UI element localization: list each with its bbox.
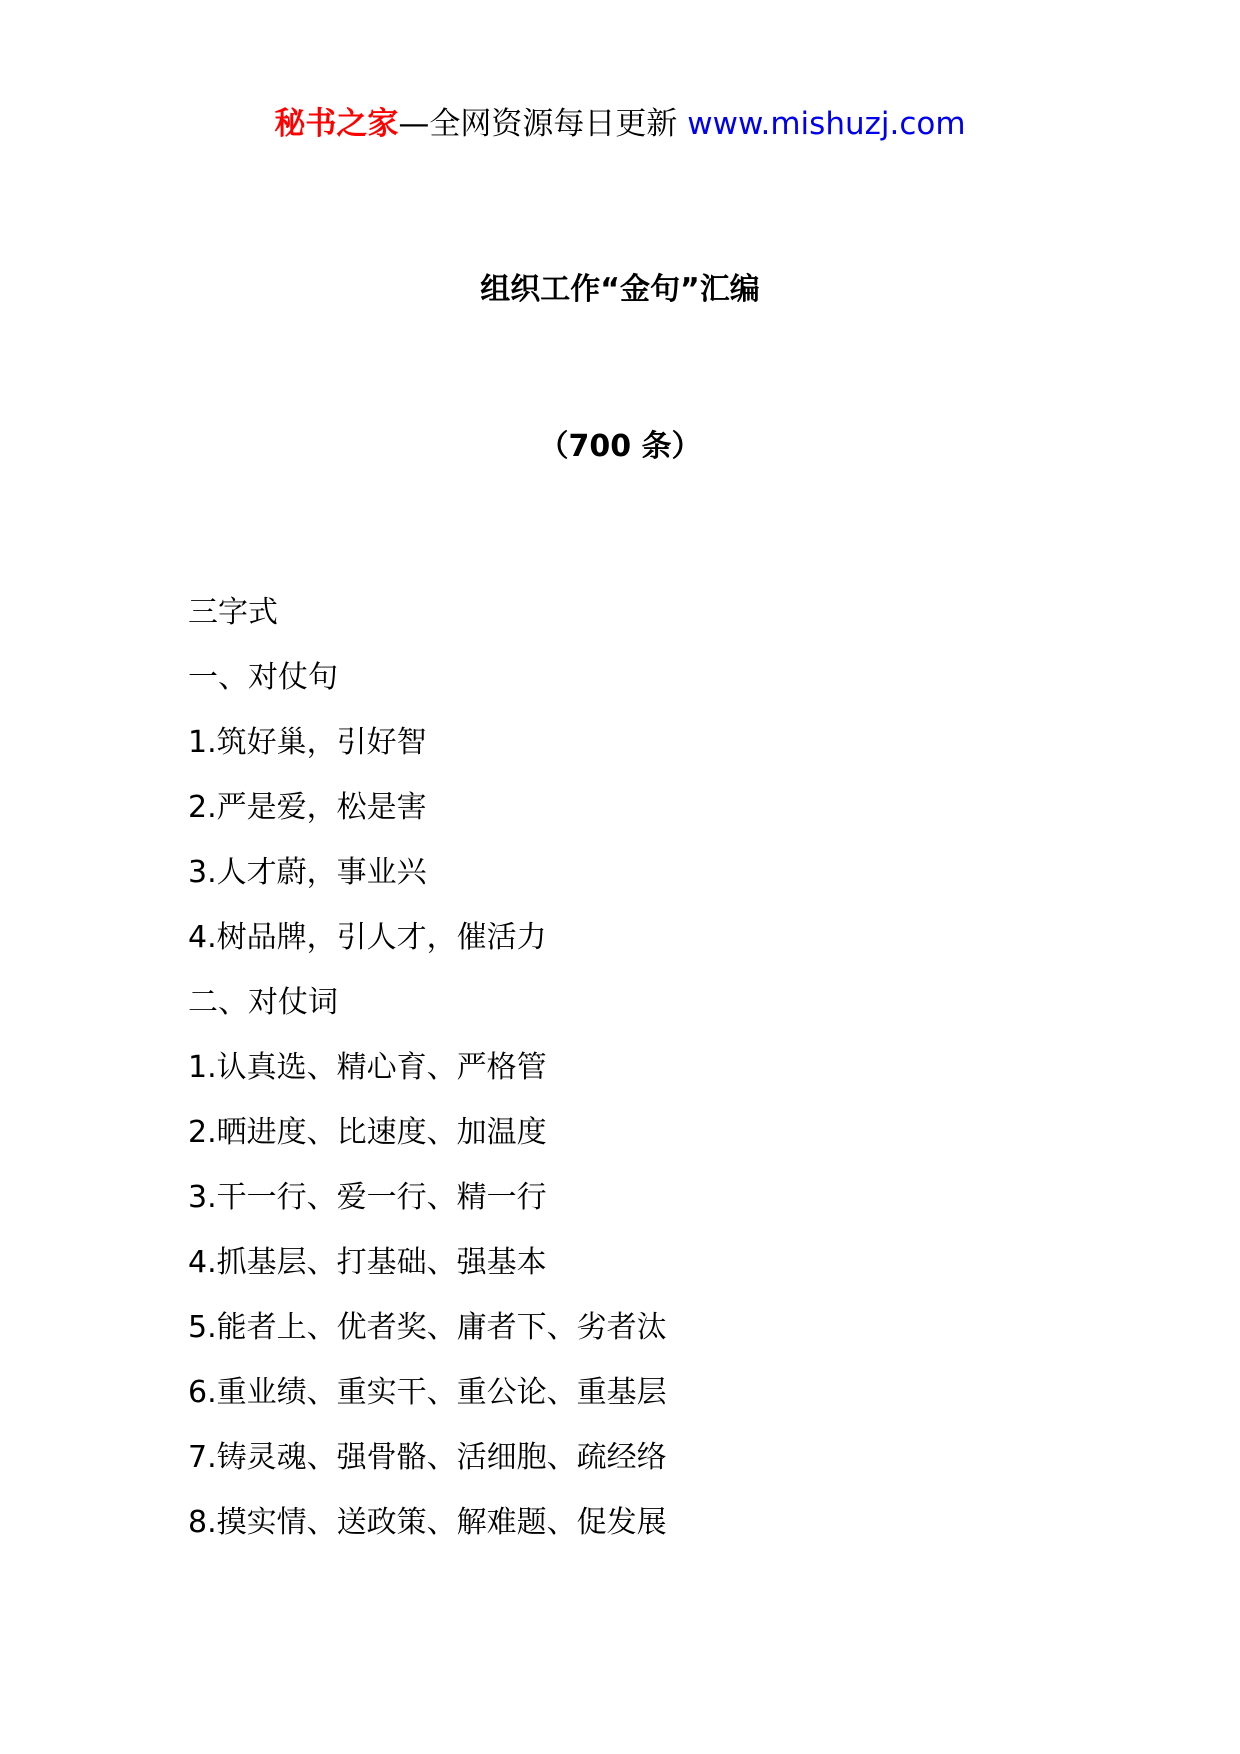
list-item: 8.摸实情、送政策、解难题、促发展: [188, 1505, 667, 1540]
list-item: 3.人才蔚，事业兴: [188, 855, 427, 890]
list-item: 2.晒进度、比速度、加温度: [188, 1115, 547, 1150]
list-item: 4.树品牌，引人才，催活力: [188, 920, 547, 955]
list-item: 7.铸灵魂、强骨骼、活细胞、疏经络: [188, 1440, 667, 1475]
header-tagline: —全网资源每日更新: [398, 106, 688, 142]
item-count: （700 条）: [538, 429, 702, 464]
list-item: 4.抓基层、打基础、强基本: [188, 1245, 547, 1280]
list-item: 3.干一行、爱一行、精一行: [188, 1180, 547, 1215]
document-body: [188, 580, 1088, 1555]
subsection-heading: 二、对仗词: [188, 985, 338, 1020]
list-item: 2.严是爱，松是害: [188, 790, 427, 825]
site-url-link[interactable]: www.mishuzj.com: [687, 106, 966, 142]
subsection-heading: 一、对仗句: [188, 660, 338, 695]
site-header: [0, 100, 1240, 148]
list-item: 5.能者上、优者奖、庸者下、劣者汰: [188, 1310, 667, 1345]
list-item: 1.筑好巢，引好智: [188, 725, 427, 760]
list-item: 6.重业绩、重实干、重公论、重基层: [188, 1375, 667, 1410]
brand-name: 秘书之家: [274, 106, 399, 142]
document-title: 组织工作“金句”汇编: [480, 272, 760, 307]
section-heading: 三字式: [188, 595, 278, 630]
list-item: 1.认真选、精心育、严格管: [188, 1050, 547, 1085]
